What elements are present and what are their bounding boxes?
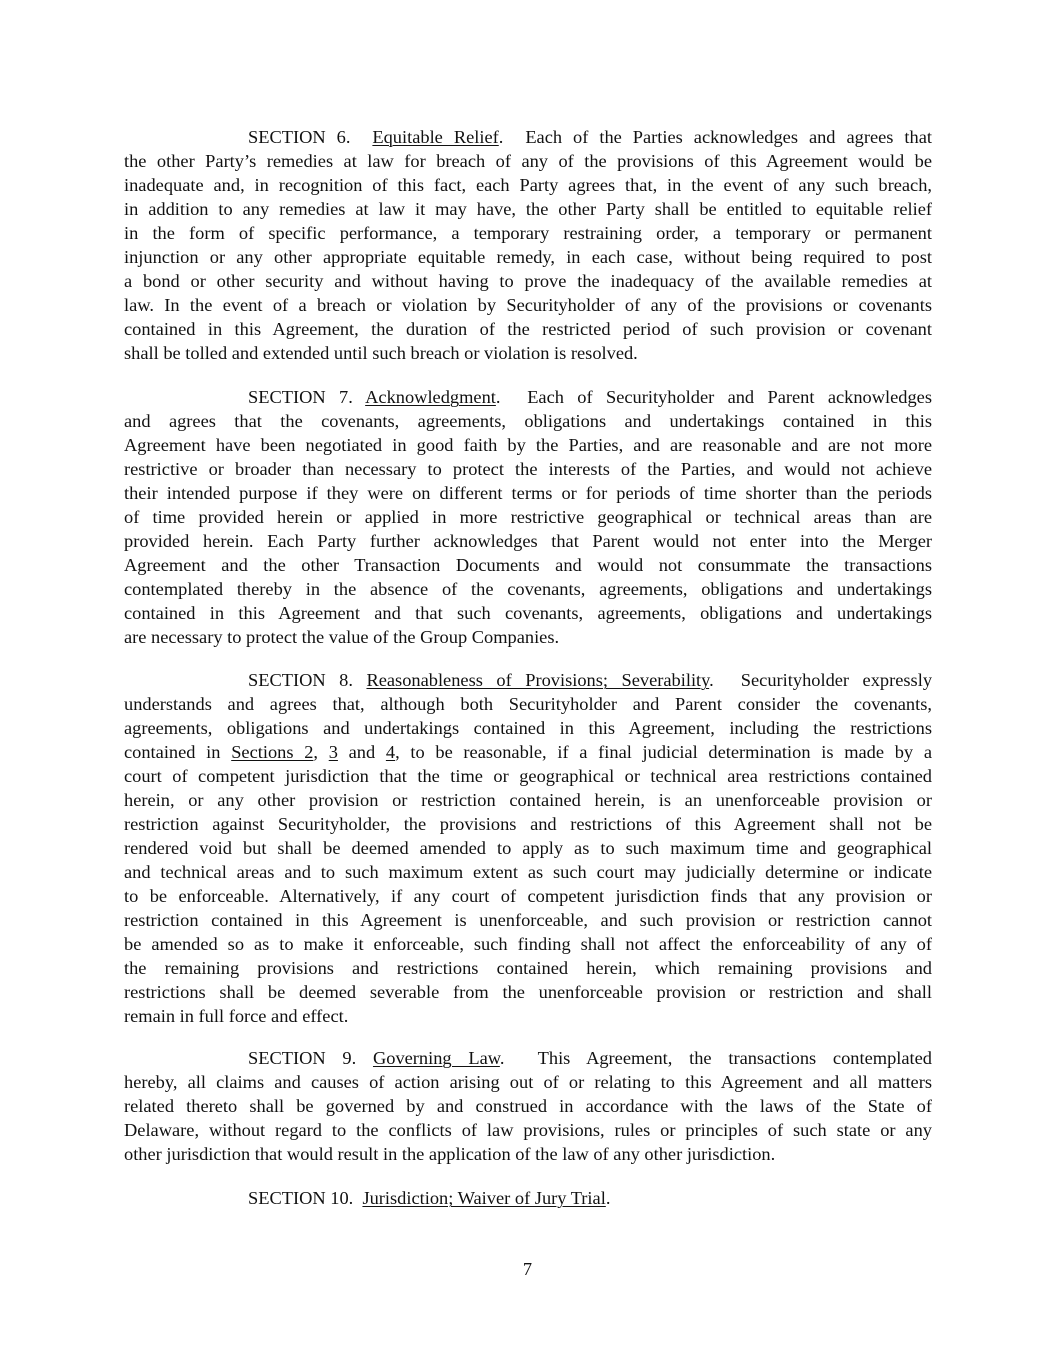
section-text: This Agreement, the transactions contemplated	[537, 1048, 932, 1068]
cross-reference-link[interactable]: 3	[328, 742, 338, 762]
section-number: SECTION 8.	[248, 670, 353, 690]
section-9-heading-line: SECTION 9. Governing Law. This Agreement, the transactions contemplated	[248, 1048, 932, 1068]
text-line: restrictions shall be deemed severable from the unenforceable provision or restriction and shall	[124, 982, 932, 1002]
section-heading: Jurisdiction; Waiver of Jury Trial	[362, 1188, 606, 1208]
text-line: to be enforceable. Alternatively, if any court of competent jurisdiction finds that any provision or	[124, 886, 932, 906]
section-heading: Acknowledgment	[365, 387, 496, 407]
page-number: 7	[522, 1259, 533, 1279]
text-line: the other Party’s remedies at law for breach of any of the provisions of this Agreement would be	[124, 151, 932, 171]
section-text: Each of Securityholder and Parent acknowledges	[527, 387, 932, 407]
text-line: Agreement have been negotiated in good faith by the Parties, and are reasonable and are not more	[124, 435, 932, 455]
text-line: court of competent jurisdiction that the time or geographical or technical area restrictions contained	[124, 766, 932, 786]
text-line: and agrees that the covenants, agreements, obligations and undertakings contained in this	[124, 411, 932, 431]
section-number: SECTION 9.	[248, 1048, 357, 1068]
text-line: restrictive or broader than necessary to protect the interests of the Parties, and would not achieve	[124, 459, 932, 479]
text-line: restriction against Securityholder, the provisions and restrictions of this Agreement shall not be	[124, 814, 932, 834]
text-line: contained in this Agreement, the duration of the restricted period of such provision or covenant	[124, 319, 932, 339]
text-fragment: ,	[313, 742, 329, 762]
text-line: inadequate and, in recognition of this fact, each Party agrees that, in the event of any such breach,	[124, 175, 932, 195]
section-7-heading-line: SECTION 7. Acknowledgment. Each of Securityholder and Parent acknowledges	[248, 387, 932, 407]
text-line: the remaining provisions and restrictions contained herein, which remaining provisions and	[124, 958, 932, 978]
text-line: a bond or other security and without having to prove the inadequacy of the available remedies at	[124, 271, 932, 291]
text-line: of time provided herein or applied in more restrictive geographical or technical areas than are	[124, 507, 932, 527]
text-line: contemplated thereby in the absence of the covenants, agreements, obligations and undertakings	[124, 579, 932, 599]
section-number: SECTION 10.	[248, 1188, 354, 1208]
text-line: related thereto shall be governed by and construed in accordance with the laws of the State of	[124, 1096, 932, 1116]
sections-reference-line	[124, 740, 932, 764]
section-number: SECTION 7.	[248, 387, 353, 407]
text-line: Agreement and the other Transaction Documents and would not consummate the transactions	[124, 555, 932, 575]
section-heading: Reasonableness of Provisions; Severability	[366, 670, 710, 690]
text-line: herein, or any other provision or restriction contained herein, is an unenforceable provision or	[124, 790, 932, 810]
text-line: be amended so as to make it enforceable, such finding shall not affect the enforceability of any of	[124, 934, 932, 954]
section-heading: Governing Law	[372, 1048, 500, 1068]
text-line: their intended purpose if they were on different terms or for periods of time shorter than the periods	[124, 483, 932, 503]
text-fragment: , to be reasonable, if a final judicial determination is made by a	[395, 742, 932, 762]
text-line: contained in this Agreement and that such covenants, agreements, obligations and undertakings	[124, 603, 932, 623]
section-heading: Equitable Relief	[372, 127, 499, 147]
section-10-heading-line: SECTION 10. Jurisdiction; Waiver of Jury Trial.	[248, 1188, 611, 1208]
section-text: Each of the Parties acknowledges and agrees that	[525, 127, 932, 147]
cross-reference-link[interactable]: Sections 2	[231, 742, 314, 762]
section-text: Securityholder expressly	[740, 670, 933, 690]
text-line: provided herein. Each Party further acknowledges that Parent would not enter into the Merger	[124, 531, 932, 551]
section-number: SECTION 6.	[248, 127, 351, 147]
cross-reference-link[interactable]: 4	[385, 742, 396, 762]
text-line: agreements, obligations and undertakings contained in this Agreement, including the restrictions	[124, 718, 932, 738]
text-line: in the form of specific performance, a temporary restraining order, a temporary or permanent	[124, 223, 932, 243]
text-line: rendered void but shall be deemed amended to apply as to such maximum time and geographical	[124, 838, 932, 858]
text-line: are necessary to protect the value of the Group Companies.	[124, 627, 560, 647]
section-6-heading-line: SECTION 6. Equitable Relief. Each of the Parties acknowledges and agrees that	[248, 127, 932, 147]
text-fragment: and	[337, 742, 386, 762]
text-fragment: contained in	[124, 742, 232, 762]
text-line: Delaware, without regard to the conflicts of law provisions, rules or principles of such state or any	[124, 1120, 932, 1140]
text-line: shall be tolled and extended until such breach or violation is resolved.	[124, 343, 638, 363]
text-line: understands and agrees that, although both Securityholder and Parent consider the covenants,	[124, 694, 932, 714]
text-line: other jurisdiction that would result in the application of the law of any other jurisdiction.	[124, 1144, 776, 1164]
text-line: remain in full force and effect.	[124, 1006, 349, 1026]
text-line: and technical areas and to such maximum extent as such court may judicially determine or indicate	[124, 862, 932, 882]
section-8-heading-line: SECTION 8. Reasonableness of Provisions; Severability. Securityholder expressly	[248, 670, 933, 690]
text-line: injunction or any other appropriate equitable remedy, in each case, without being required to post	[124, 247, 932, 267]
text-line: hereby, all claims and causes of action arising out of or relating to this Agreement and all matters	[124, 1072, 932, 1092]
text-line: law. In the event of a breach or violation by Securityholder of any of the provisions or covenants	[124, 295, 932, 315]
text-line: restriction contained in this Agreement is unenforceable, and such provision or restriction cannot	[124, 910, 932, 930]
text-line: in addition to any remedies at law it may have, the other Party shall be entitled to equitable relief	[124, 199, 932, 219]
